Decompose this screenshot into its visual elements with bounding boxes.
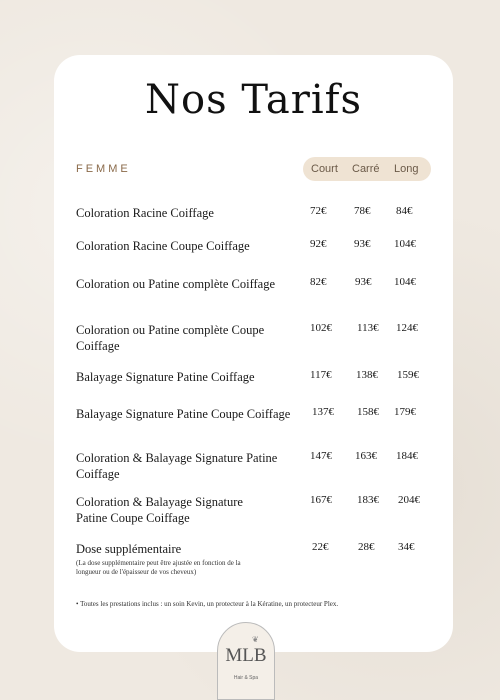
- price-court: 82€: [310, 276, 327, 288]
- price-carre: 93€: [354, 238, 371, 250]
- leaf-icon: ❦: [252, 635, 259, 644]
- column-header-court: Court: [311, 163, 338, 175]
- price-long: 104€: [394, 238, 416, 250]
- price-carre: 28€: [358, 541, 375, 553]
- price-court: 117€: [310, 369, 332, 381]
- price-carre: 113€: [357, 322, 379, 334]
- service-name: Dose supplémentaire: [76, 542, 182, 556]
- service-name: Coloration Racine Coupe Coiffage: [76, 239, 250, 253]
- price-court: 22€: [312, 541, 329, 553]
- service-name: Coloration & Balayage Signature Patine Coiffage: [76, 451, 278, 481]
- page-title: Nos Tarifs: [145, 77, 362, 123]
- price-court: 167€: [310, 494, 332, 506]
- price-long: 84€: [396, 205, 413, 217]
- column-header-pill: [303, 157, 431, 181]
- price-long: 204€: [398, 494, 420, 506]
- price-carre: 78€: [354, 205, 371, 217]
- price-long: 104€: [394, 276, 416, 288]
- price-court: 92€: [310, 238, 327, 250]
- price-court: 72€: [310, 205, 327, 217]
- price-carre: 183€: [357, 494, 379, 506]
- service-name: Coloration ou Patine complète Coupe Coiffage: [76, 323, 265, 353]
- section-label: FEMME: [76, 163, 131, 175]
- price-court: 147€: [310, 450, 332, 462]
- price-long: 184€: [396, 450, 418, 462]
- service-name: Balayage Signature Patine Coupe Coiffage: [76, 407, 291, 421]
- price-court: 102€: [310, 322, 332, 334]
- price-long: 159€: [397, 369, 419, 381]
- logo-mark: MLB: [225, 645, 267, 666]
- column-header-long: Long: [394, 163, 419, 175]
- price-long: 179€: [394, 406, 416, 418]
- price-long: 124€: [396, 322, 418, 334]
- price-carre: 138€: [356, 369, 378, 381]
- price-card: [54, 55, 453, 652]
- service-name: Coloration ou Patine complète Coiffage: [76, 277, 276, 291]
- column-header-carre: Carré: [352, 163, 380, 175]
- service-note: (La dose supplémentaire peut être ajustée en fonction de la longueur ou de l'épaisseur de vos cheveux): [76, 559, 241, 576]
- price-long: 34€: [398, 541, 415, 553]
- price-carre: 93€: [355, 276, 372, 288]
- service-name: Coloration Racine Coiffage: [76, 206, 214, 220]
- price-court: 137€: [312, 406, 334, 418]
- brand-logo: [217, 622, 275, 700]
- footnote: • Toutes les prestations inclus : un soin Kevin, un protecteur à la Kératine, un protecteur Plex.: [76, 600, 339, 608]
- service-name: Balayage Signature Patine Coiffage: [76, 370, 255, 384]
- service-name: Coloration & Balayage Signature Patine Coupe Coiffage: [76, 495, 243, 525]
- price-carre: 158€: [357, 406, 379, 418]
- price-carre: 163€: [355, 450, 377, 462]
- logo-subtitle: Hair & Spa: [233, 675, 259, 681]
